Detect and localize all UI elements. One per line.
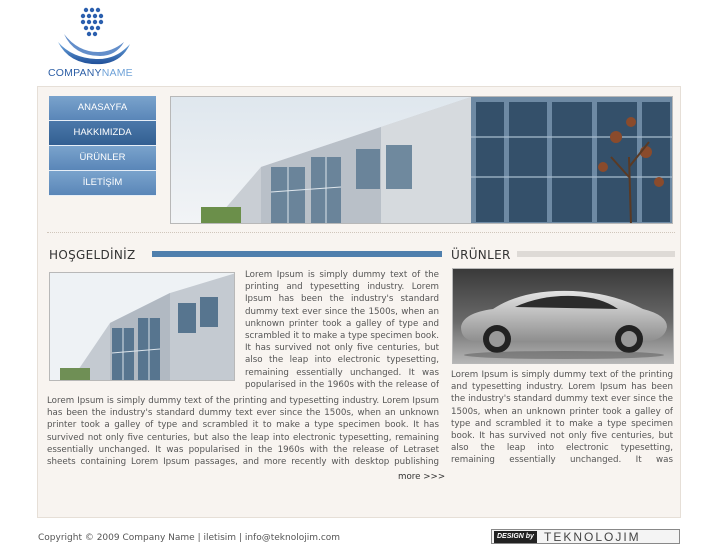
product-image <box>452 268 674 364</box>
design-credit-badge[interactable] <box>491 529 680 544</box>
logo-text-company: COMPANY <box>48 67 102 79</box>
welcome-text-side: Lorem Ipsum is simply dummy text of the printing and typesetting industry. Lorem Ipsum has been the industry's standard dummy text ever since the 1500s, when an unknown printer took a galley of type and scrambled it to make a type specimen book. It has survived not only five centuries, but also the leap into electronic typesetting, remaining essentially unchanged. It was popularised in the 1960s with the release of <box>245 270 439 390</box>
company-logo[interactable] <box>48 4 158 84</box>
car-illustration <box>453 269 674 364</box>
welcome-heading: HOŞGELDİNİZ <box>49 248 136 262</box>
welcome-heading-bar <box>152 251 442 257</box>
nav-item-hakkimizda[interactable]: HAKKIMIZDA <box>49 121 156 146</box>
building-illustration <box>171 97 673 224</box>
hero-image <box>170 96 673 224</box>
nav-item-iletisim[interactable]: İLETİŞİM <box>49 171 156 196</box>
logo-text-name: NAME <box>101 67 133 79</box>
welcome-image <box>49 272 235 381</box>
design-by-label: DESIGN by <box>494 531 537 543</box>
footer-link-iletisim[interactable]: iletisim <box>203 533 237 543</box>
nav-item-anasayfa[interactable]: ANASAYFA <box>49 96 156 121</box>
section-divider <box>47 232 675 233</box>
more-link[interactable]: more >>> <box>398 472 446 482</box>
footer <box>38 533 340 543</box>
main-nav <box>49 96 156 196</box>
footer-email-link[interactable]: info@teknolojim.com <box>244 533 341 543</box>
welcome-text-full: Lorem Ipsum is simply dummy text of the printing and typesetting industry. Lorem Ipsum has been the industry's standard dummy text ever since the 1500s, when an unknown printer took a galley of type and scrambled it to make a type specimen book. It has survived not only five centuries, but also the leap into electronic typesetting, remaining essentially unchanged. It was popularised in the 1960s with the release of Letraset sheets containing Lorem Ipsum passages, and more recently with desktop publishing <box>47 396 439 468</box>
globe-swoosh-icon <box>50 4 140 68</box>
products-heading-bar <box>517 251 675 257</box>
design-brand: TEKNOLOJIM <box>544 530 641 544</box>
building-thumbnail <box>50 273 235 381</box>
nav-item-urunler[interactable]: ÜRÜNLER <box>49 146 156 171</box>
footer-separator: | <box>197 533 201 543</box>
logo-text <box>48 67 133 79</box>
footer-copyright: Copyright © 2009 Company Name <box>38 533 195 543</box>
products-text: Lorem Ipsum is simply dummy text of the printing and typesetting industry. Lorem Ipsum has been the industry's standard dummy text ever since the 1500s, when an unknown printer took a galley of type and scrambled it to make a type specimen book. It has survived not only five centuries, but also the leap into electronic typesetting, remaining essentially unchanged. It was <box>451 370 673 466</box>
products-heading: ÜRÜNLER <box>451 248 511 262</box>
footer-separator: | <box>238 533 242 543</box>
